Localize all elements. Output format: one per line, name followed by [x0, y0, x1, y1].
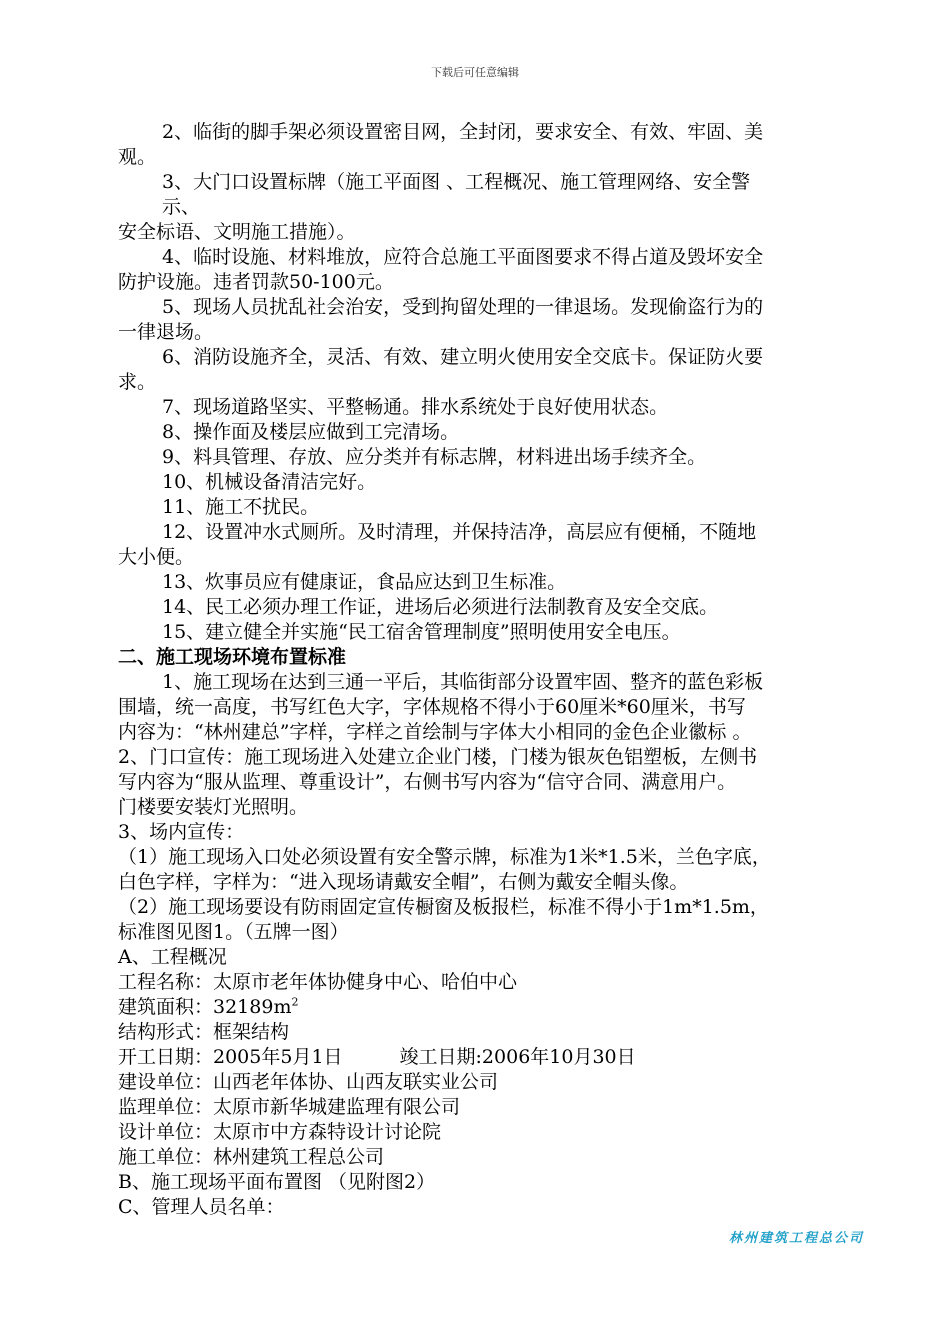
line-text: 大小便。: [118, 546, 195, 568]
line-text: 12、设置冲水式厕所。及时清理，并保持洁净，高层应有便桶，不随地: [162, 521, 757, 543]
line-text: 8、操作面及楼层应做到工完清场。: [162, 421, 460, 443]
text-line: [118, 745, 886, 770]
line-text: A、工程概况: [118, 946, 227, 968]
line-text: 15、建立健全并实施“民工宿舍管理制度”照明使用安全电压。: [162, 621, 681, 643]
header-note: 下载后可任意编辑: [431, 66, 519, 79]
text-line: [118, 1095, 886, 1120]
text-line: [118, 695, 886, 720]
line-text: 白色字样，字样为：“进入现场请戴安全帽”，右侧为戴安全帽头像。: [118, 871, 689, 893]
line-text: 建筑面积：32189m: [118, 996, 292, 1018]
text-line: [118, 420, 886, 445]
line-text: 求。: [118, 371, 157, 393]
line-text: 9、料具管理、存放、应分类并有标志牌，材料进出场手续齐全。: [162, 446, 707, 468]
text-line: [118, 520, 886, 545]
text-line: [118, 545, 886, 570]
text-line: [118, 895, 886, 920]
text-line: [118, 970, 886, 995]
text-line: [118, 595, 886, 620]
line-text: 二、施工现场环境布置标准: [118, 646, 347, 668]
text-line: [118, 1145, 886, 1170]
text-line: [118, 220, 886, 245]
text-line: [118, 1120, 886, 1145]
text-line: [118, 1195, 886, 1220]
line-text: 结构形式：框架结构: [118, 1021, 290, 1043]
line-text: 施工单位：林州建筑工程总公司: [118, 1146, 385, 1168]
line-text: 3、大门口设置标牌（施工平面图 、工程概况、施工管理网络、安全警: [162, 171, 751, 193]
line-text: 5、现场人员扰乱社会治安，受到拘留处理的一律退场。发现偷盗行为的: [162, 296, 764, 318]
company-footer-mark: 林州建筑工程总公司: [728, 1231, 864, 1246]
line-text: C、管理人员名单：: [118, 1196, 285, 1218]
line-text: 3、场内宣传：: [118, 821, 245, 843]
text-line: [118, 145, 886, 170]
text-line: [118, 370, 886, 395]
line-text: （2）施工现场要设有防雨固定宣传橱窗及板报栏，标准不得小于1m*1.5m，: [118, 896, 769, 918]
line-text: （1）施工现场入口处必须设置有安全警示牌，标准为1米*1.5米，兰色字底，: [118, 846, 771, 868]
line-text: 2、临街的脚手架必须设置密目网，全封闭，要求安全、有效、牢固、美: [162, 121, 764, 143]
line-text: 示、: [162, 196, 201, 218]
text-line: [118, 945, 886, 970]
text-line: [118, 295, 886, 320]
text-line: [118, 870, 886, 895]
line-text: 2、门口宣传：施工现场进入处建立企业门楼，门楼为银灰色铝塑板，左侧书: [118, 746, 758, 768]
text-line: [118, 170, 886, 195]
text-line: [118, 820, 886, 845]
text-line: [118, 1070, 886, 1095]
line-text: 14、民工必须办理工作证，进场后必须进行法制教育及安全交底。: [162, 596, 719, 618]
line-text: 13、炊事员应有健康证，食品应达到卫生标准。: [162, 571, 567, 593]
text-line: [118, 795, 886, 820]
line-text: 标准图见图1。（五牌一图）: [118, 921, 349, 943]
text-line: [118, 245, 886, 270]
text-line: [118, 1045, 886, 1070]
line-text: 7、现场道路坚实、平整畅通。排水系统处于良好使用状态。: [162, 396, 669, 418]
text-line: [118, 495, 886, 520]
line-text: 设计单位：太原市中方森特设计讨论院: [118, 1121, 442, 1143]
line-text: 安全标语、文明施工措施）。: [118, 221, 356, 243]
text-line: [118, 1020, 886, 1045]
line-text: 一律退场。: [118, 321, 214, 343]
line-text: 11、施工不扰民。: [162, 496, 320, 518]
text-line: [118, 320, 886, 345]
section-heading: [118, 645, 886, 670]
text-line: [118, 195, 886, 220]
text-line: [118, 470, 886, 495]
line-text: 围墙，统一高度，书写红色大字，字体规格不得小于60厘米*60厘米，书写: [118, 696, 746, 718]
line-text: B、施工现场平面布置图 （见附图2）: [118, 1171, 436, 1193]
document-body: [118, 120, 886, 1220]
line-text: 监理单位：太原市新华城建监理有限公司: [118, 1096, 461, 1118]
text-line: [118, 1170, 886, 1195]
line-text: 1、施工现场在达到三通一平后，其临街部分设置牢固、整齐的蓝色彩板: [162, 671, 764, 693]
line-text: 6、消防设施齐全，灵活、有效、建立明火使用安全交底卡。保证防火要: [162, 346, 764, 368]
text-line: [118, 345, 886, 370]
text-line: [118, 570, 886, 595]
line-text: 写内容为“服从监理、尊重设计”，右侧书写内容为“信守合同、满意用户。: [118, 771, 737, 793]
text-line: [118, 270, 886, 295]
text-line: [118, 670, 886, 695]
line-text: 观。: [118, 146, 157, 168]
text-line: [118, 845, 886, 870]
line-text: 内容为：“林州建总”字样，字样之首绘制与字体大小相同的金色企业徽标 。: [118, 721, 752, 743]
line-text: 开工日期：2005年5月1日 竣工日期:2006年10月30日: [118, 1046, 636, 1068]
text-line: [118, 445, 886, 470]
text-line: [118, 995, 886, 1020]
line-text: 工程名称：太原市老年体协健身中心、哈伯中心: [118, 971, 518, 993]
text-line: [118, 395, 886, 420]
superscript: 2: [291, 995, 299, 1009]
text-line: [118, 770, 886, 795]
line-text: 建设单位：山西老年体协、山西友联实业公司: [118, 1071, 499, 1093]
line-text: 防护设施。违者罚款50-100元。: [118, 271, 394, 293]
text-line: [118, 720, 886, 745]
line-text: 4、临时设施、材料堆放，应符合总施工平面图要求不得占道及毁坏安全: [162, 246, 764, 268]
line-text: 门楼要安装灯光照明。: [118, 796, 309, 818]
text-line: [118, 920, 886, 945]
text-line: [118, 620, 886, 645]
text-line: [118, 120, 886, 145]
line-text: 10、机械设备清洁完好。: [162, 471, 377, 493]
